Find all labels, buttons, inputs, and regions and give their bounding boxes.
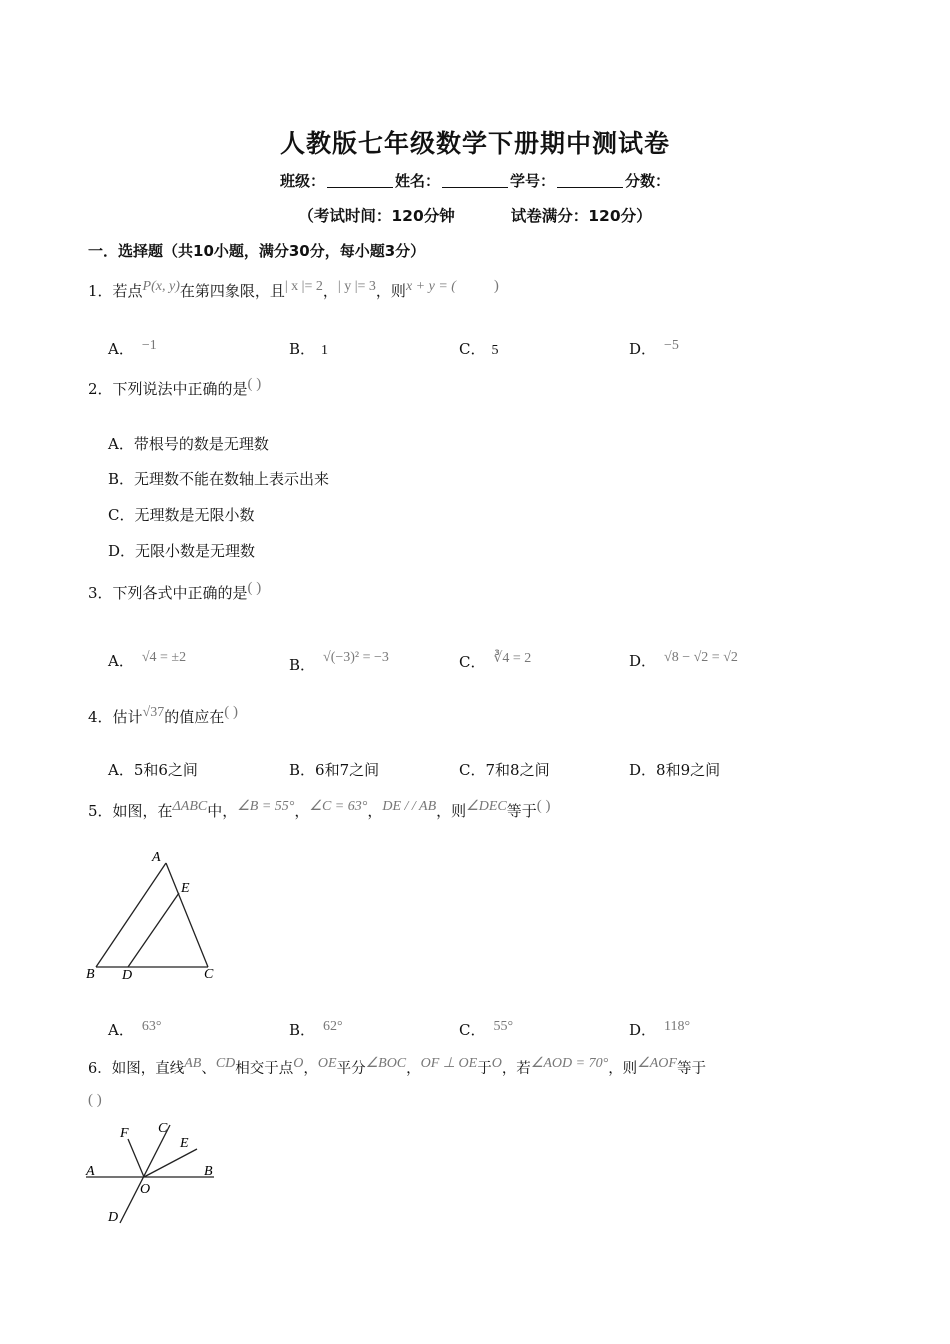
name-blank[interactable] — [442, 173, 508, 188]
label-d: D — [108, 1210, 119, 1225]
score-label: 分数： — [625, 172, 671, 190]
q3-option-b[interactable]: B． √(−3)² = −3 — [289, 650, 389, 674]
q1-text: ， — [322, 282, 338, 300]
q2-option-d[interactable]: D．无限小数是无理数 — [108, 542, 256, 560]
q2-option-c[interactable]: C．无理数是无限小数 — [108, 506, 255, 524]
q4-math-sqrt37: √37 — [142, 705, 165, 720]
label-o: O — [140, 1182, 151, 1197]
q4-option-c[interactable]: C．7和8之间 — [459, 761, 550, 779]
label-c: C — [204, 967, 214, 982]
q1-math-absy: | y |= 3 — [337, 279, 376, 294]
question-6-stem: 6．如图，直线AB、CD相交于点O，OE平分∠BOC，OF ⊥ OE于O，若∠AOD = 70°，则∠AOF等于 — [88, 1056, 706, 1077]
class-label: 班级： — [279, 172, 325, 190]
q5-option-d[interactable]: D． 118° — [629, 1019, 691, 1039]
q3-answer-paren: ( ) — [247, 580, 262, 596]
page-title: 人教版七年级数学下册期中测试卷 — [279, 129, 670, 158]
id-blank[interactable] — [557, 173, 623, 188]
q5-option-c[interactable]: C． 55° — [459, 1019, 514, 1039]
exam-time: （考试时间：120分钟 — [298, 207, 455, 225]
label-a: A — [152, 850, 161, 865]
q2-answer-paren: ( ) — [247, 376, 262, 392]
q1-math-absx: | x |= 2 — [284, 279, 323, 294]
segment-de — [128, 893, 179, 967]
q3-option-d[interactable]: D． √8 − √2 = √2 — [629, 650, 738, 670]
class-blank[interactable] — [327, 173, 393, 188]
label-f: F — [120, 1126, 129, 1141]
q6-answer-paren: ( ) — [88, 1092, 102, 1108]
q5-option-b[interactable]: B． 62° — [289, 1019, 343, 1039]
intersecting-lines-figure — [80, 1115, 230, 1230]
q1-option-c[interactable]: C． 5 — [459, 340, 499, 358]
q1-math-sum: x + y = ( — [405, 279, 456, 294]
side-ab — [96, 863, 166, 967]
student-info-line — [0, 170, 950, 191]
q2-option-b[interactable]: B．无理数不能在数轴上表示出来 — [108, 470, 330, 488]
label-c: C — [158, 1121, 168, 1136]
q1-text: ，则 — [375, 282, 406, 300]
label-e: E — [181, 881, 190, 896]
q5-answer-paren: ( ) — [536, 798, 551, 814]
q6-answer-paren-line — [88, 1090, 102, 1109]
ray-of — [128, 1139, 144, 1177]
full-score: 试卷满分：120分） — [510, 207, 652, 225]
q4-answer-paren: ( ) — [224, 704, 238, 720]
q1-option-d[interactable]: D． −5 — [629, 338, 679, 358]
q1-option-b[interactable]: B． 1 — [289, 340, 329, 358]
question-3-stem: 3．下列各式中正确的是( ) — [88, 580, 262, 602]
q1-option-a[interactable]: A． −1 — [108, 338, 157, 358]
question-5-stem: 5．如图，在ΔABC中，∠B = 55°，∠C = 63°，DE / / AB，则∠DEC等于( ) — [88, 798, 551, 820]
question-1-stem — [88, 278, 499, 301]
q1-text: 在第四象限，且 — [179, 282, 285, 300]
q2-option-a[interactable]: A．带根号的数是无理数 — [108, 435, 269, 453]
q4-option-b[interactable]: B．6和7之间 — [289, 761, 380, 779]
q5-option-a[interactable]: A． 63° — [108, 1019, 162, 1039]
q1-math-point: P(x, y) — [142, 279, 180, 294]
label-b: B — [86, 967, 95, 982]
ray-oe — [144, 1149, 197, 1177]
question-2-stem: 2．下列说法中正确的是( ) — [88, 376, 262, 398]
label-e: E — [180, 1136, 189, 1151]
q4-option-a[interactable]: A．5和6之间 — [108, 761, 198, 779]
label-a: A — [86, 1164, 95, 1179]
name-label: 姓名： — [394, 172, 440, 190]
label-b: B — [204, 1164, 213, 1179]
exam-meta — [0, 204, 950, 226]
q4-option-d[interactable]: D．8和9之间 — [629, 761, 721, 779]
triangle-figure — [80, 845, 230, 985]
side-ac — [166, 863, 208, 967]
q1-answer-paren: ) — [493, 278, 499, 294]
q3-option-a[interactable]: A． √4 = ±2 — [108, 650, 187, 670]
label-d: D — [122, 968, 133, 983]
id-label: 学号： — [510, 172, 556, 190]
question-4-stem: 4．估计√37的值应在( ) — [88, 704, 238, 726]
q3-option-c[interactable]: C． ∛4 = 2 — [459, 651, 532, 671]
q1-text: 1．若点 — [88, 282, 143, 300]
section-heading: 一．选择题（共10小题，满分30分，每小题3分） — [88, 242, 426, 260]
